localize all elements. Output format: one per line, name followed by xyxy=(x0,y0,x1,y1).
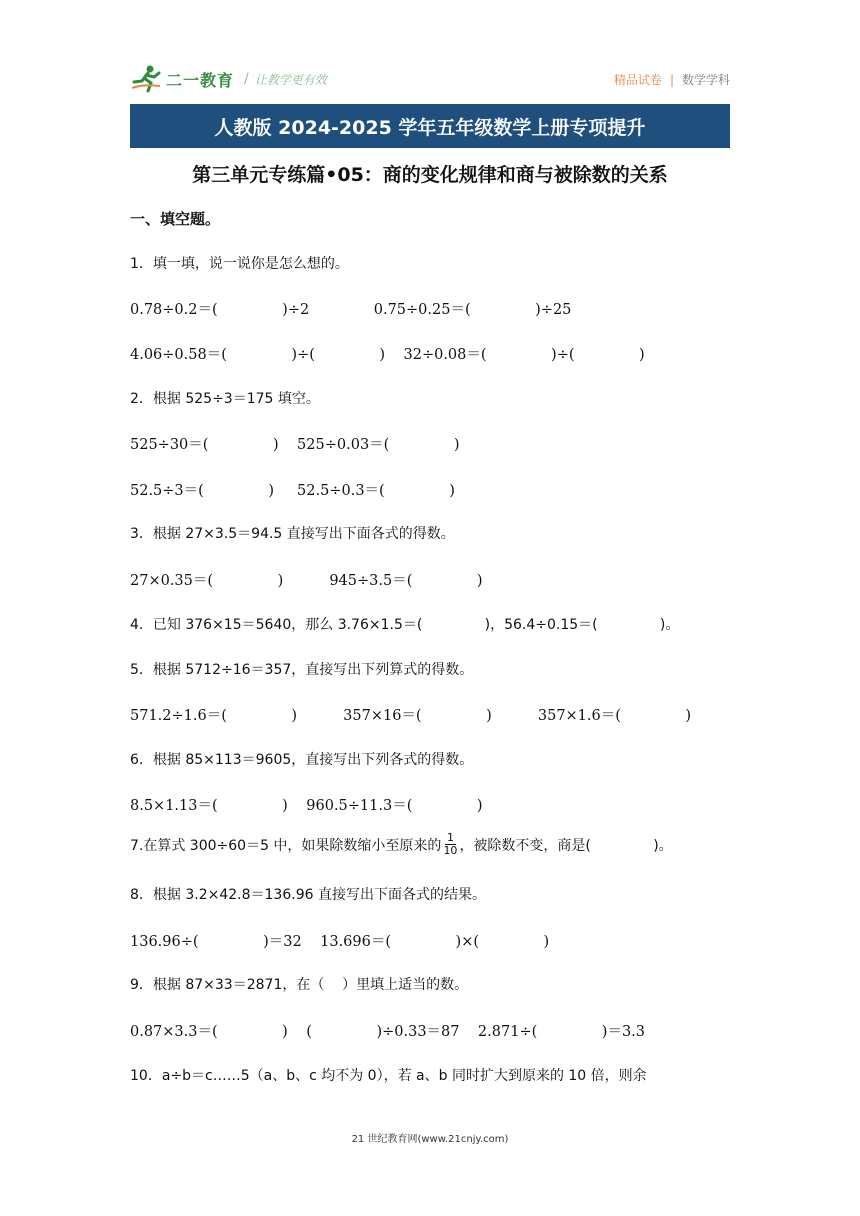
question-9-row-1: 0.87×3.3＝( ) ( )÷0.33＝87 2.871÷( )＝3.3 xyxy=(130,1024,645,1040)
fraction-denominator: 10 xyxy=(443,844,458,857)
question-2: 2．根据 525÷3＝175 填空。 xyxy=(130,391,320,407)
question-7-part-2: ，被除数不变，商是( )。 xyxy=(459,837,673,854)
question-5: 5．根据 5712÷16＝357，直接写出下列算式的得数。 xyxy=(130,662,474,678)
question-2-row-1: 525÷30＝( ) 525÷0.03＝( ) xyxy=(130,437,460,453)
question-3: 3．根据 27×3.5＝94.5 直接写出下面各式的得数。 xyxy=(130,526,455,542)
logo-text: 二一教育 xyxy=(166,70,235,90)
question-6-row-1: 8.5×1.13＝( ) 960.5÷11.3＝( ) xyxy=(130,798,483,814)
question-1-row-2: 4.06÷0.58＝( )÷( ) 32÷0.08＝( )÷( ) xyxy=(130,347,645,363)
question-8-row-1: 136.96÷( )＝32 13.696＝( )×( ) xyxy=(130,934,550,950)
question-10: 10．a÷b＝c……5（a、b、c 均不为 0），若 a、b 同时扩大到原来的 10 倍，则余 xyxy=(130,1068,647,1084)
question-6: 6．根据 85×113＝9605，直接写出下列各式的得数。 xyxy=(130,752,474,768)
logo-slogan: 让教学更有效 xyxy=(254,72,327,87)
header-tag-quality: 精品试卷 xyxy=(613,73,662,87)
question-3-row-1: 27×0.35＝( ) 945÷3.5＝( ) xyxy=(130,573,483,589)
logo xyxy=(130,62,327,96)
document-subtitle: 第三单元专练篇•05：商的变化规律和商与被除数的关系 xyxy=(192,164,668,186)
page-footer: 21 世纪教育网(www.21cnjy.com) xyxy=(351,1134,509,1145)
question-5-row-1: 571.2÷1.6＝( ) 357×16＝( ) 357×1.6＝( ) xyxy=(130,708,692,724)
section-heading: 一、填空题。 xyxy=(130,210,221,228)
question-4: 4．已知 376×15＝5640，那么 3.76×1.5＝( )，56.4÷0.15＝( )。 xyxy=(130,617,680,633)
logo-separator: / xyxy=(244,71,249,87)
question-1: 1．填一填，说一说你是怎么想的。 xyxy=(130,256,349,272)
question-9: 9．根据 87×33＝2871，在（ ）里填上适当的数。 xyxy=(130,977,469,993)
question-7-part-1: 7.在算式 300÷60＝5 中，如果除数缩小至原来的 xyxy=(130,837,442,854)
document-title: 人教版 2024-2025 学年五年级数学上册专项提升 xyxy=(130,104,730,148)
header-subject xyxy=(614,71,730,88)
fraction-numerator: 1 xyxy=(446,831,454,844)
question-7 xyxy=(130,832,673,857)
fraction-one-tenth xyxy=(443,832,457,857)
question-8: 8．根据 3.2×42.8＝136.96 直接写出下面各式的结果。 xyxy=(130,887,486,903)
question-1-row-1: 0.78÷0.2＝( )÷2 0.75÷0.25＝( )÷25 xyxy=(130,302,572,318)
header-divider: | xyxy=(669,72,674,87)
question-2-row-2: 52.5÷3＝( ) 52.5÷0.3＝( ) xyxy=(130,483,455,499)
header-tag-subject: 数学学科 xyxy=(681,73,730,87)
runner-logo-icon xyxy=(130,64,164,94)
page-header xyxy=(130,62,730,96)
